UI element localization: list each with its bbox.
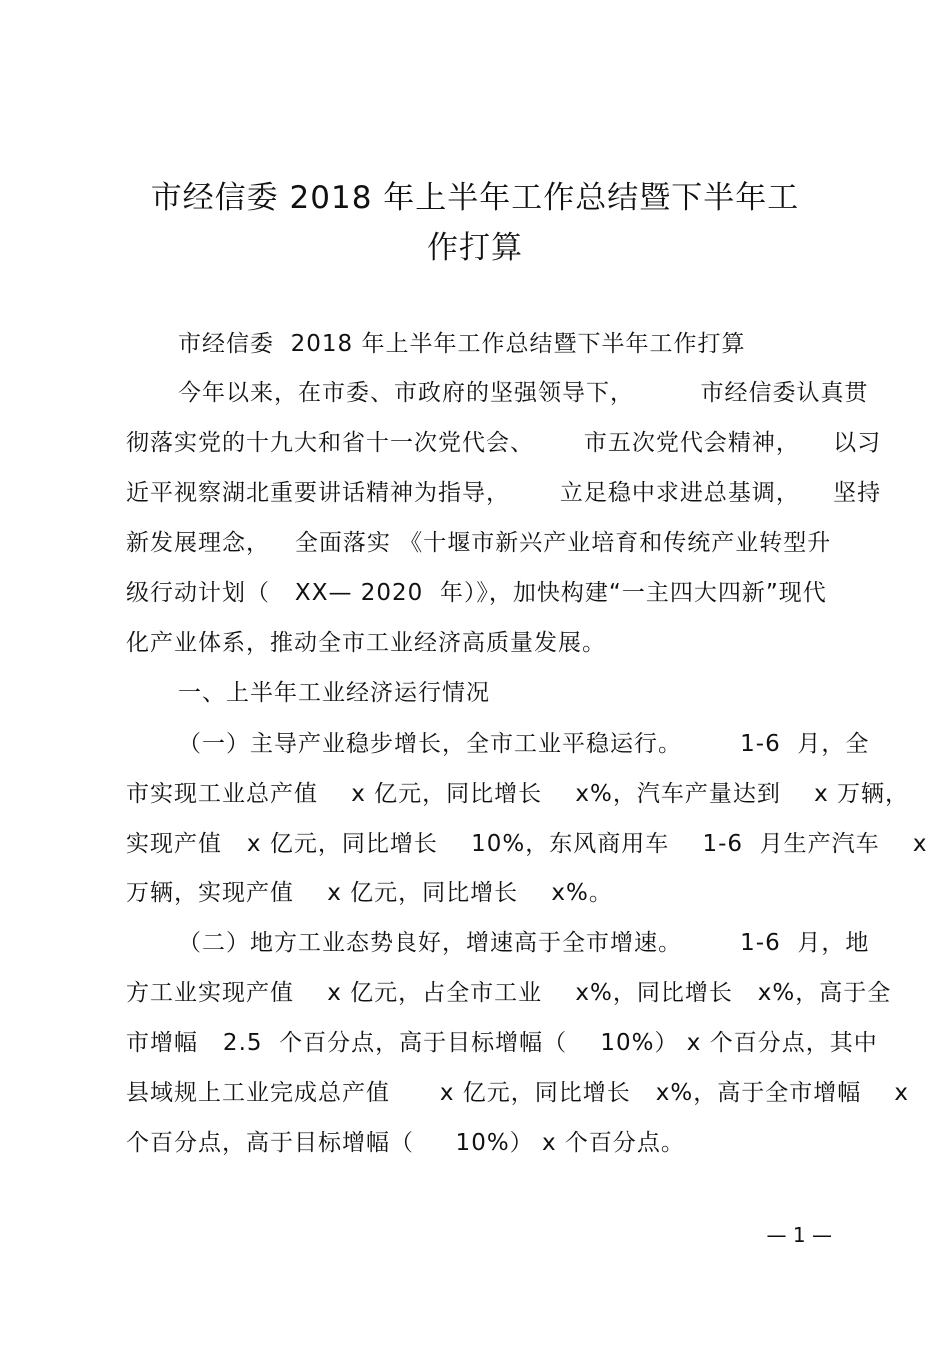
body-line: （二）地方工业态势良好，增速高于全市增速。 1-6 月，地 [178, 930, 870, 956]
body-line: 县域规上工业完成总产值 x 亿元，同比增长 x%，高于全市增幅 x [126, 1080, 910, 1106]
body-line: 个百分点，高于目标增幅（ 10%） x 个百分点。 [126, 1130, 685, 1156]
section-heading: 一、上半年工业经济运行情况 [178, 680, 490, 706]
body-line: 彻落实党的十九大和省十一次党代会、 市五次党代会精神， 以习 [126, 430, 882, 456]
body-line: 今年以来，在市委、市政府的坚强领导下， 市经信委认真贯 [178, 380, 869, 406]
body-line: 新发展理念， 全面落实 《十堰市新兴产业培育和传统产业转型升 [126, 530, 832, 556]
document-title-line-2: 作打算 [427, 230, 523, 266]
body-line: 实现产值 x 亿元，同比增长 10%，东风商用车 1-6 月生产汽车 x [126, 831, 928, 857]
body-line: （一）主导产业稳步增长，全市工业平稳运行。 1-6 月，全 [178, 731, 870, 757]
page-number: — 1 — [766, 1223, 832, 1247]
body-line: 市实现工业总产值 x 亿元，同比增长 x%，汽车产量达到 x 万辆， [126, 781, 910, 807]
body-line: 化产业体系，推动全市工业经济高质量发展。 [126, 630, 606, 656]
body-line: 级行动计划（ XX— 2020 年）》，加快构建“一主四大四新”现代 [126, 580, 827, 606]
subtitle-paragraph: 市经信委 2018 年上半年工作总结暨下半年工作打算 [178, 331, 746, 357]
body-line: 万辆，实现产值 x 亿元，同比增长 x%。 [126, 880, 613, 906]
document-title-line-1: 市经信委 2018 年上半年工作总结暨下半年工 [150, 180, 800, 216]
body-line: 方工业实现产值 x 亿元，占全市工业 x%，同比增长 x%，高于全 [126, 980, 892, 1006]
body-line: 近平视察湖北重要讲话精神为指导， 立足稳中求进总基调， 坚持 [126, 480, 882, 506]
body-line: 市增幅 2.5 个百分点，高于目标增幅（ 10%） x 个百分点，其中 [126, 1030, 878, 1056]
